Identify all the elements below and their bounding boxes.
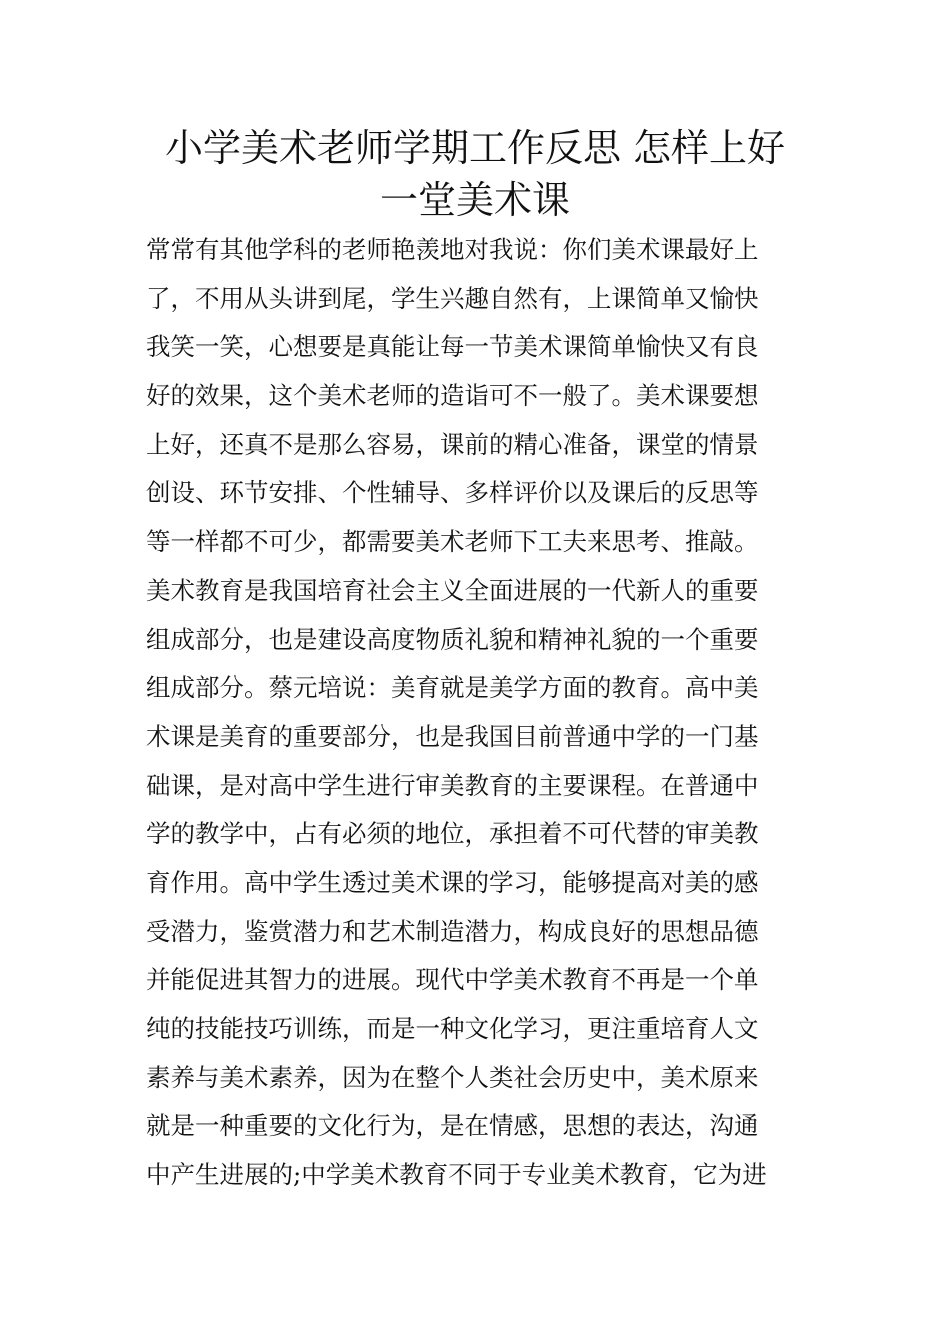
body-line: 组成部分。蔡元培说：美育就是美学方面的教育。高中美 (146, 673, 759, 703)
body-line: 等一样都不可少，都需要美术老师下工夫来思考、推敲。 (146, 527, 759, 557)
body-line: 受潜力，鉴赏潜力和艺术制造潜力，构成良好的思想品德 (146, 916, 759, 946)
body-line: 美术教育是我国培育社会主义全面进展的一代新人的重要 (146, 575, 759, 605)
body-paragraph (146, 226, 816, 1200)
document-title (120, 122, 830, 226)
body-line: 并能促进其智力的进展。现代中学美术教育不再是一个单 (146, 965, 759, 995)
body-line: 础课，是对高中学生进行审美教育的主要课程。在普通中 (146, 770, 759, 800)
body-line: 创设、环节安排、个性辅导、多样评价以及课后的反思等 (146, 478, 759, 508)
body-line: 我笑一笑，心想要是真能让每一节美术课简单愉快又有良 (146, 332, 759, 362)
title-line: 小学美术老师学期工作反思 怎样上好 (164, 126, 786, 170)
body-line: 常常有其他学科的老师艳羡地对我说：你们美术课最好上 (146, 235, 759, 264)
body-line: 了，不用从头讲到尾，学生兴趣自然有，上课简单又愉快 (146, 283, 759, 313)
title-line: 一堂美术课 (379, 178, 570, 222)
body-line: 上好，还真不是那么容易，课前的精心准备，课堂的情景 (146, 429, 759, 459)
body-line: 中产生进展的;中学美术教育不同于专业美术教育，它为进 (146, 1160, 767, 1190)
body-line: 好的效果，这个美术老师的造诣可不一般了。美术课要想 (146, 381, 759, 411)
body-line: 素养与美术素养，因为在整个人类社会历史中，美术原来 (146, 1062, 759, 1092)
body-line: 育作用。高中学生透过美术课的学习，能够提高对美的感 (146, 867, 759, 897)
body-line: 就是一种重要的文化行为，是在情感，思想的表达，沟通 (146, 1111, 759, 1141)
body-line: 组成部分，也是建设高度物质礼貌和精神礼貌的一个重要 (146, 624, 759, 654)
body-line: 学的教学中，占有必须的地位，承担着不可代替的审美教 (146, 819, 759, 849)
body-line: 术课是美育的重要部分，也是我国目前普通中学的一门基 (146, 721, 759, 751)
body-line: 纯的技能技巧训练，而是一种文化学习，更注重培育人文 (146, 1014, 759, 1043)
